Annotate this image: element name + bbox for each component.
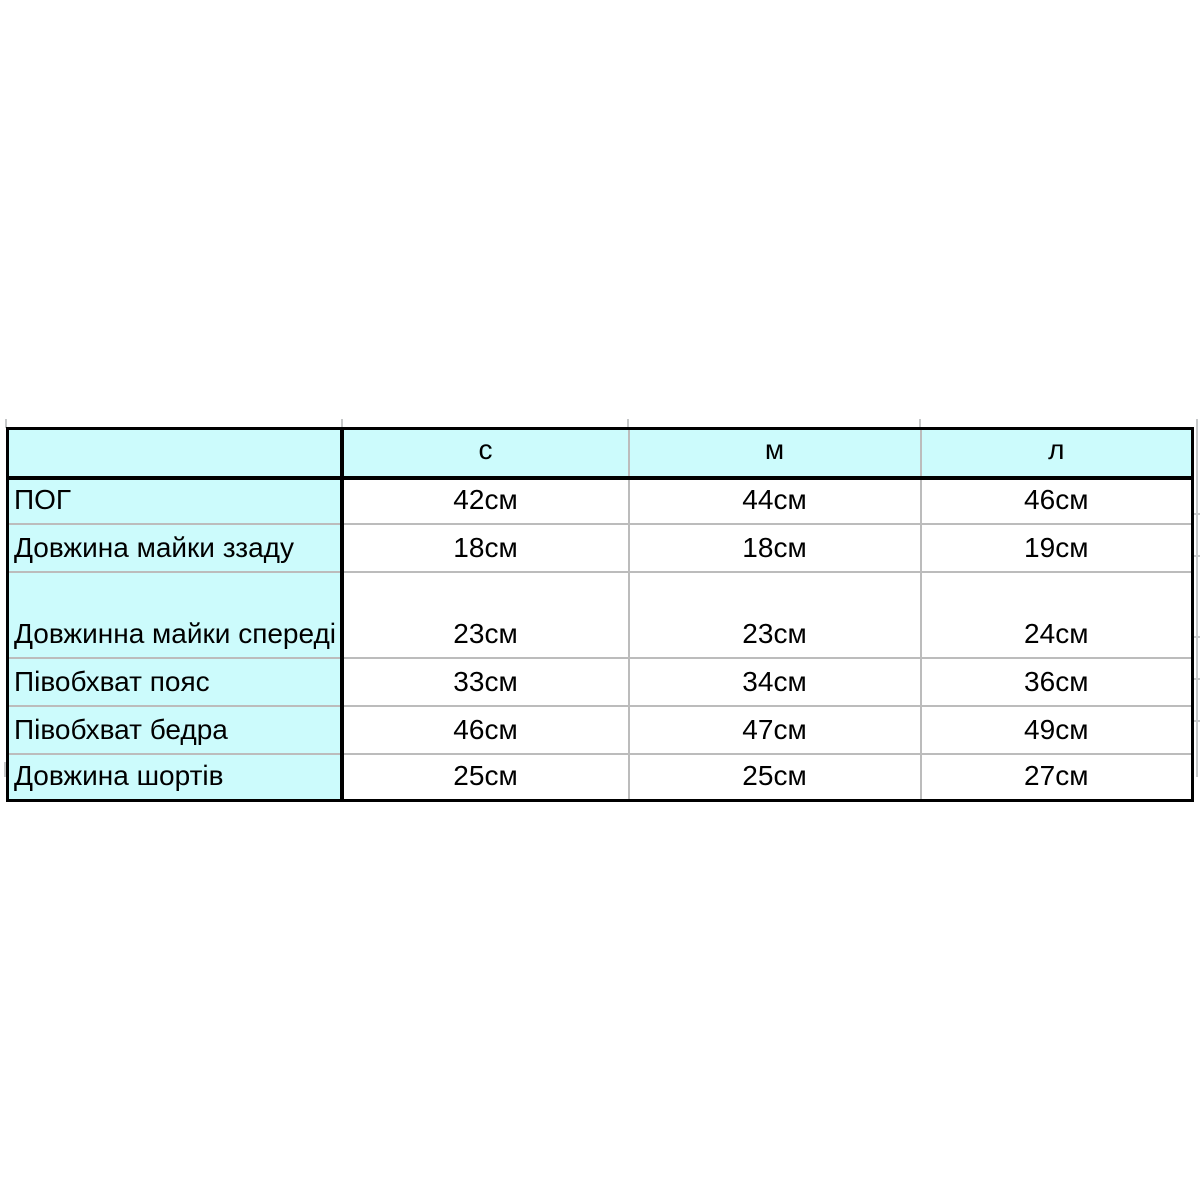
gridline-stub <box>1193 636 1200 638</box>
gridline-stub <box>1193 513 1200 515</box>
gridline-stub <box>1193 720 1200 722</box>
size-value-cell: 18см <box>342 524 629 572</box>
gridline-stub <box>1193 555 1200 557</box>
table-row <box>8 478 1193 524</box>
size-value-cell: 46см <box>921 478 1193 524</box>
size-value-cell: 27см <box>921 754 1193 801</box>
row-label: Довжина майки ззаду <box>8 524 342 572</box>
row-label: ПОГ <box>8 478 342 524</box>
size-value-cell: 49см <box>921 706 1193 754</box>
size-value-cell: 44см <box>629 478 921 524</box>
size-value-cell: 33см <box>342 658 629 706</box>
header-row <box>8 429 1193 479</box>
gridline-stub <box>1196 419 1198 777</box>
row-label: Довжина шортів <box>8 754 342 801</box>
column-header-s: с <box>342 429 629 479</box>
size-value-cell: 42см <box>342 478 629 524</box>
row-label: Півобхват пояс <box>8 658 342 706</box>
size-value-cell: 25см <box>342 754 629 801</box>
row-label: Довжинна майки спереді <box>8 572 342 658</box>
size-value-cell: 24см <box>921 572 1193 658</box>
size-value-cell: 36см <box>921 658 1193 706</box>
size-value-cell: 23см <box>629 572 921 658</box>
table-row <box>8 706 1193 754</box>
table-row <box>8 754 1193 801</box>
row-label: Півобхват бедра <box>8 706 342 754</box>
table-row <box>8 572 1193 658</box>
column-header-l: л <box>921 429 1193 479</box>
corner-cell <box>8 429 342 479</box>
size-value-cell: 47см <box>629 706 921 754</box>
size-value-cell: 46см <box>342 706 629 754</box>
size-value-cell: 19см <box>921 524 1193 572</box>
gridline-stub <box>1193 678 1200 680</box>
size-value-cell: 18см <box>629 524 921 572</box>
size-chart-table <box>6 427 1194 802</box>
table-row <box>8 524 1193 572</box>
column-header-m: м <box>629 429 921 479</box>
table-row <box>8 658 1193 706</box>
size-value-cell: 34см <box>629 658 921 706</box>
size-value-cell: 23см <box>342 572 629 658</box>
size-value-cell: 25см <box>629 754 921 801</box>
